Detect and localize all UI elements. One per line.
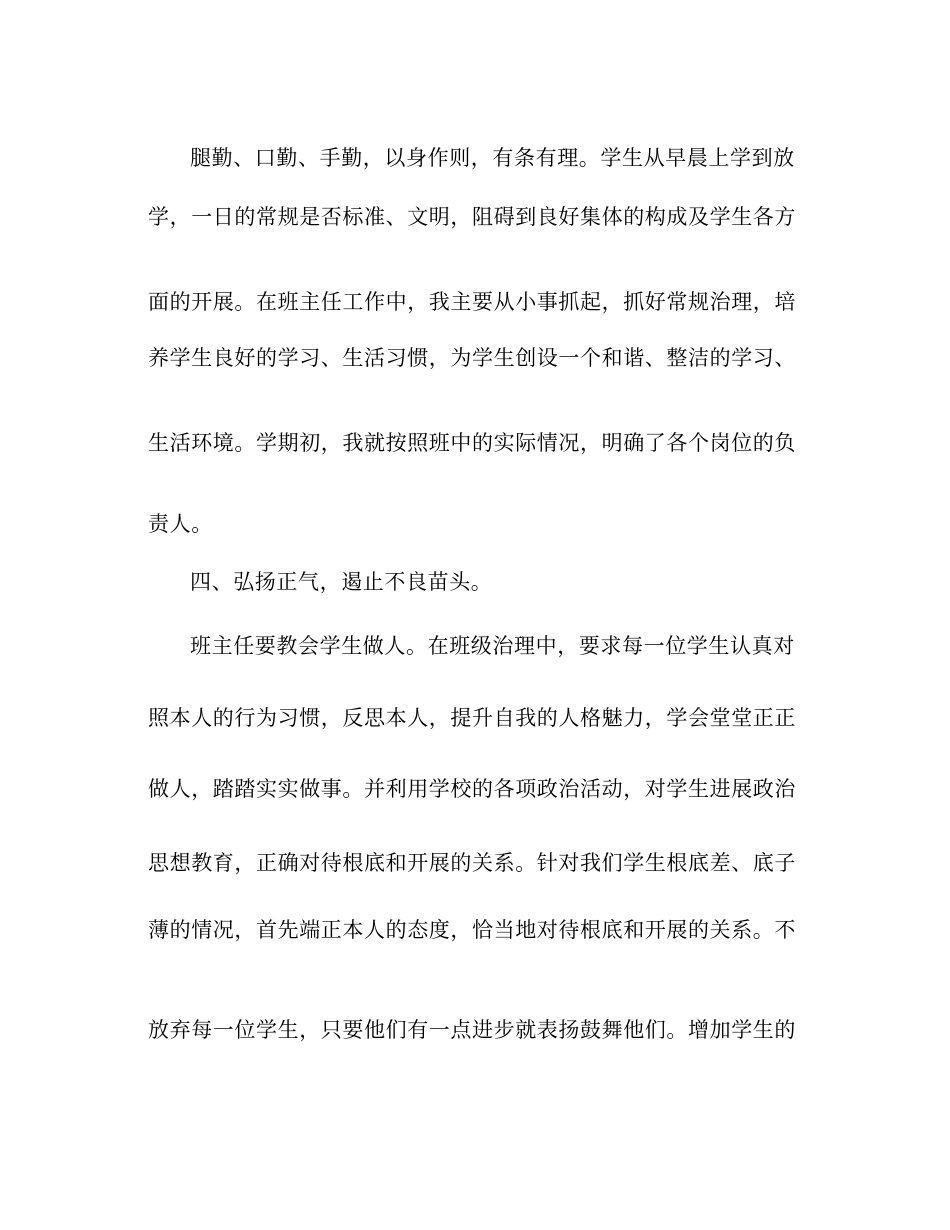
paragraph-line: 照本人的行为习惯，反思本人，提升自我的人格魅力，学会堂堂正正 [148, 706, 796, 730]
paragraph-line: 腿勤、口勤、手勤，以身作则，有条有理。学生从早晨上学到放 [190, 146, 795, 170]
paragraph-line: 做人，踏踏实实做事。并利用学校的各项政治活动，对学生进展政治 [148, 777, 796, 801]
paragraph-line: 养学生良好的学习、生活习惯，为学生创设一个和谐、整洁的学习、 [148, 346, 796, 370]
paragraph-line: 责人。 [148, 512, 213, 536]
section-heading: 四、弘扬正气，遏止不良苗头。 [190, 570, 493, 594]
paragraph-line: 面的开展。在班主任工作中，我主要从小事抓起，抓好常规治理，培 [148, 290, 796, 314]
paragraph-line: 薄的情况，首先端正本人的态度，恰当地对待根底和开展的关系。不 [148, 918, 796, 942]
paragraph-line: 生活环境。学期初，我就按照班中的实际情况，明确了各个岗位的负 [148, 431, 796, 455]
paragraph-line: 班主任要教会学生做人。在班级治理中，要求每一位学生认真对 [190, 634, 795, 658]
paragraph-line: 学，一日的常规是否标准、文明，阻碍到良好集体的构成及学生各方 [148, 205, 796, 229]
paragraph-line: 放弃每一位学生，只要他们有一点进步就表扬鼓舞他们。增加学生的 [148, 1018, 796, 1042]
paragraph-line: 思想教育，正确对待根底和开展的关系。针对我们学生根底差、底子 [148, 851, 796, 875]
